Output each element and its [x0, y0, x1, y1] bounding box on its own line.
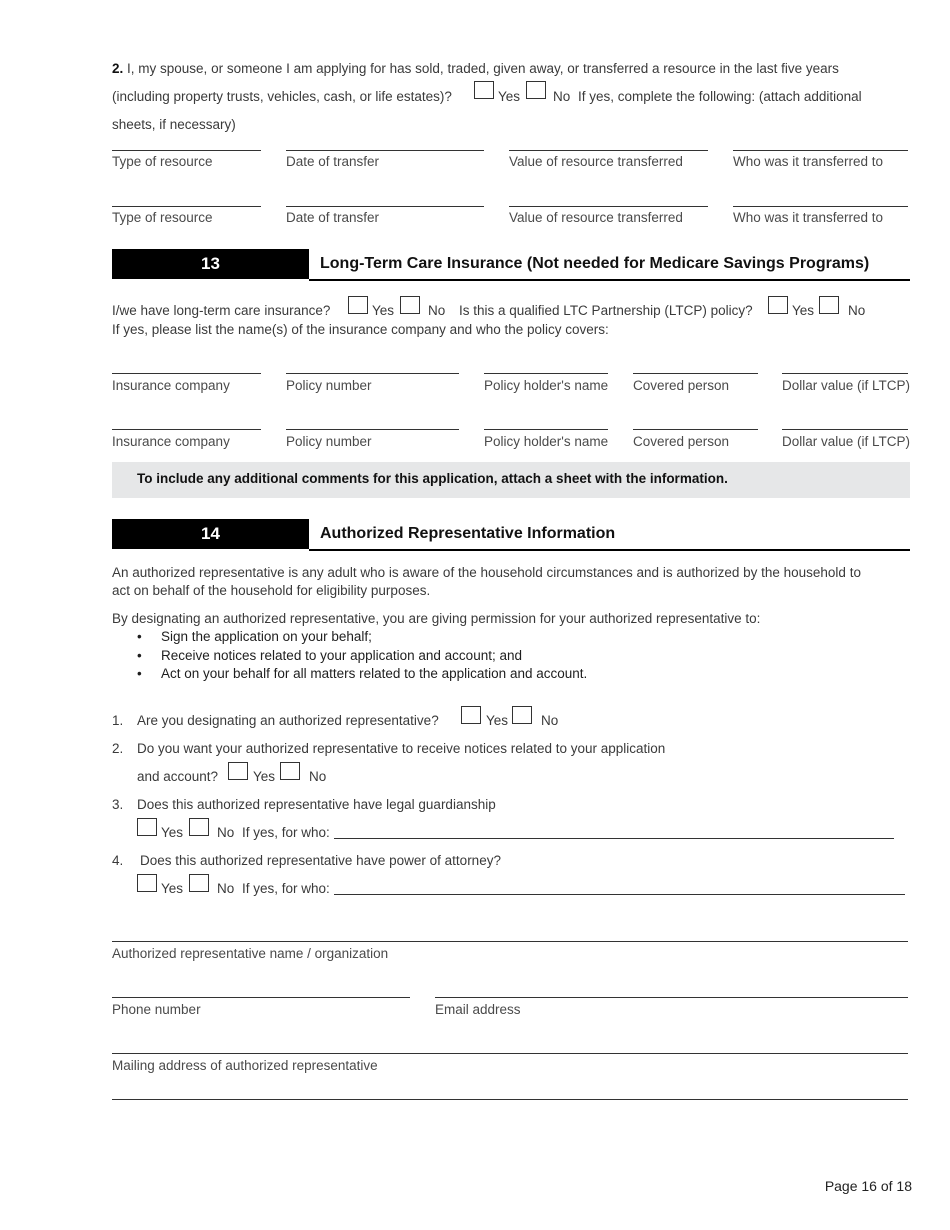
ltc-no-checkbox[interactable] [400, 296, 420, 314]
ar-q4-number: 4. [112, 853, 124, 868]
field-label: Dollar value (if LTCP) [782, 434, 911, 449]
field-label: Type of resource [112, 154, 213, 169]
ar-phone-field[interactable] [112, 997, 410, 998]
transfer-row2-type-field[interactable] [112, 206, 261, 207]
field-label: Covered person [633, 434, 730, 449]
ltc-no-label: No [428, 303, 446, 318]
insurance-row2-policy-field[interactable] [286, 429, 459, 430]
insurance-row2-covered-field[interactable] [633, 429, 758, 430]
transfer-row2-date-field[interactable] [286, 206, 484, 207]
bottom-rule [112, 1099, 908, 1100]
q2-yes-checkbox[interactable] [474, 81, 494, 99]
insurance-row1-policy-field[interactable] [286, 373, 459, 374]
transfer-row1-type-field[interactable] [112, 150, 261, 151]
ar-q1-no-label: No [541, 713, 559, 728]
ar-q3-text: Does this authorized representative have legal guardianship [137, 797, 496, 812]
ar-mailing-field[interactable] [112, 1053, 908, 1054]
ltc-yes-checkbox[interactable] [348, 296, 368, 314]
ar-q3-yes-checkbox[interactable] [137, 818, 157, 836]
comment-banner [112, 462, 910, 498]
section-14-permission: By designating an authorized representative, you are giving permission for your authorized representative to: [112, 611, 761, 626]
field-label: Date of transfer [286, 154, 380, 169]
q2-no-label: No [553, 89, 571, 104]
page-number: Page 16 of 18 [824, 1178, 912, 1194]
ar-q4-yes-checkbox[interactable] [137, 874, 157, 892]
ar-email-label: Email address [435, 1002, 521, 1017]
insurance-row2-dollar-field[interactable] [782, 429, 908, 430]
ar-q4-no-label: No [217, 881, 235, 896]
transfer-row1-date-field[interactable] [286, 150, 484, 151]
field-label: Date of transfer [286, 210, 380, 225]
bullet-text: Sign the application on your behalf; [161, 629, 372, 644]
q2-text: I, my spouse, or someone I am applying for has sold, traded, given away, or transferred a resource in the last five years [127, 61, 839, 76]
section-14-intro-1: An authorized representative is any adult who is aware of the household circumstances and is authorized by the household to [112, 565, 861, 580]
ar-q4-ifyes: If yes, for who: [242, 881, 330, 896]
field-label: Dollar value (if LTCP) [782, 378, 911, 393]
section-13-number: 13 [112, 249, 309, 279]
ar-q4-who-field[interactable] [334, 894, 905, 895]
ar-q1-yes-label: Yes [486, 713, 509, 728]
section-14-header [112, 519, 910, 549]
field-label: Who was it transferred to [733, 210, 884, 225]
ar-name-field[interactable] [112, 941, 908, 942]
q2-no-checkbox[interactable] [526, 81, 546, 99]
q2-text-2: (including property trusts, vehicles, cash, or life estates)? [112, 89, 452, 104]
insurance-row1-holder-field[interactable] [484, 373, 608, 374]
ar-q1-number: 1. [112, 713, 124, 728]
insurance-row2-company-field[interactable] [112, 429, 261, 430]
ltc-yes-label: Yes [372, 303, 395, 318]
section-14-number: 14 [112, 519, 309, 549]
bullet-text: Receive notices related to your application and account; and [161, 648, 522, 663]
ltcp-question: Is this a qualified LTC Partnership (LTCP) policy? [459, 303, 753, 318]
bullet-text: Act on your behalf for all matters related to the application and account. [161, 666, 588, 681]
field-label: Policy holder's name [484, 378, 609, 393]
ar-q4-yes-label: Yes [161, 881, 184, 896]
ar-q1-text: Are you designating an authorized representative? [137, 713, 439, 728]
transfer-row1-who-field[interactable] [733, 150, 908, 151]
ar-email-field[interactable] [435, 997, 908, 998]
transfer-row1-value-field[interactable] [509, 150, 708, 151]
ar-q2-yes-checkbox[interactable] [228, 762, 248, 780]
ltcp-no-label: No [848, 303, 866, 318]
ar-phone-label: Phone number [112, 1002, 201, 1017]
ar-mailing-label: Mailing address of authorized representative [112, 1058, 378, 1073]
ar-name-label: Authorized representative name / organization [112, 946, 389, 961]
bullet-2: • Receive notices related to your application and account; and [137, 648, 522, 663]
transfer-row2-value-field[interactable] [509, 206, 708, 207]
ltc-instruction: If yes, please list the name(s) of the insurance company and who the policy covers: [112, 322, 609, 337]
section-14-title: Authorized Representative Information [320, 525, 616, 542]
comment-banner-text: To include any additional comments for this application, attach a sheet with the information. [137, 471, 728, 486]
ar-q2-number: 2. [112, 741, 124, 756]
ar-q2-no-checkbox[interactable] [280, 762, 300, 780]
bullet-3: • Act on your behalf for all matters related to the application and account. [137, 666, 588, 681]
ar-q1-yes-checkbox[interactable] [461, 706, 481, 724]
ar-q4-no-checkbox[interactable] [189, 874, 209, 892]
ar-q3-no-label: No [217, 825, 235, 840]
ar-q3-yes-label: Yes [161, 825, 184, 840]
ar-q3-number: 3. [112, 797, 124, 812]
field-label: Value of resource transferred [509, 154, 683, 169]
insurance-row1-company-field[interactable] [112, 373, 261, 374]
ltc-question: I/we have long-term care insurance? [112, 303, 331, 318]
ar-q2-yes-label: Yes [253, 769, 276, 784]
field-label: Covered person [633, 378, 730, 393]
ltcp-yes-checkbox[interactable] [768, 296, 788, 314]
section-13-title: Long-Term Care Insurance (Not needed for Medicare Savings Programs) [320, 255, 870, 272]
ar-q3-no-checkbox[interactable] [189, 818, 209, 836]
section-13-rule [309, 279, 910, 281]
field-label: Policy number [286, 378, 372, 393]
field-label: Insurance company [112, 434, 230, 449]
ltcp-no-checkbox[interactable] [819, 296, 839, 314]
insurance-row2-holder-field[interactable] [484, 429, 608, 430]
ar-q3-ifyes: If yes, for who: [242, 825, 330, 840]
q2-number: 2. [112, 61, 124, 76]
insurance-row1-dollar-field[interactable] [782, 373, 908, 374]
q2-yes-label: Yes [498, 89, 521, 104]
bullet-1: • Sign the application on your behalf; [137, 629, 372, 644]
field-label: Policy holder's name [484, 434, 609, 449]
ar-q2-text-2: and account? [137, 769, 219, 784]
ar-q2-text: Do you want your authorized representative to receive notices related to your application [137, 741, 666, 756]
q2-instruction: If yes, complete the following: (attach additional [578, 89, 862, 104]
section-14-intro-2: act on behalf of the household for eligibility purposes. [112, 583, 431, 598]
q2-line1 [112, 60, 839, 78]
q2-line3: sheets, if necessary) [112, 117, 236, 132]
transfer-row2-who-field[interactable] [733, 206, 908, 207]
field-label: Who was it transferred to [733, 154, 884, 169]
ar-q4-text: Does this authorized representative have power of attorney? [140, 853, 501, 868]
q2-line2 [112, 88, 452, 106]
ltcp-yes-label: Yes [792, 303, 815, 318]
field-label: Type of resource [112, 210, 213, 225]
field-label: Insurance company [112, 378, 230, 393]
field-label: Value of resource transferred [509, 210, 683, 225]
section-14-rule [309, 549, 910, 551]
section-13-header [112, 249, 910, 279]
ar-q2-no-label: No [309, 769, 327, 784]
insurance-row1-covered-field[interactable] [633, 373, 758, 374]
ar-q1-no-checkbox[interactable] [512, 706, 532, 724]
ar-q3-who-field[interactable] [334, 838, 894, 839]
field-label: Policy number [286, 434, 372, 449]
